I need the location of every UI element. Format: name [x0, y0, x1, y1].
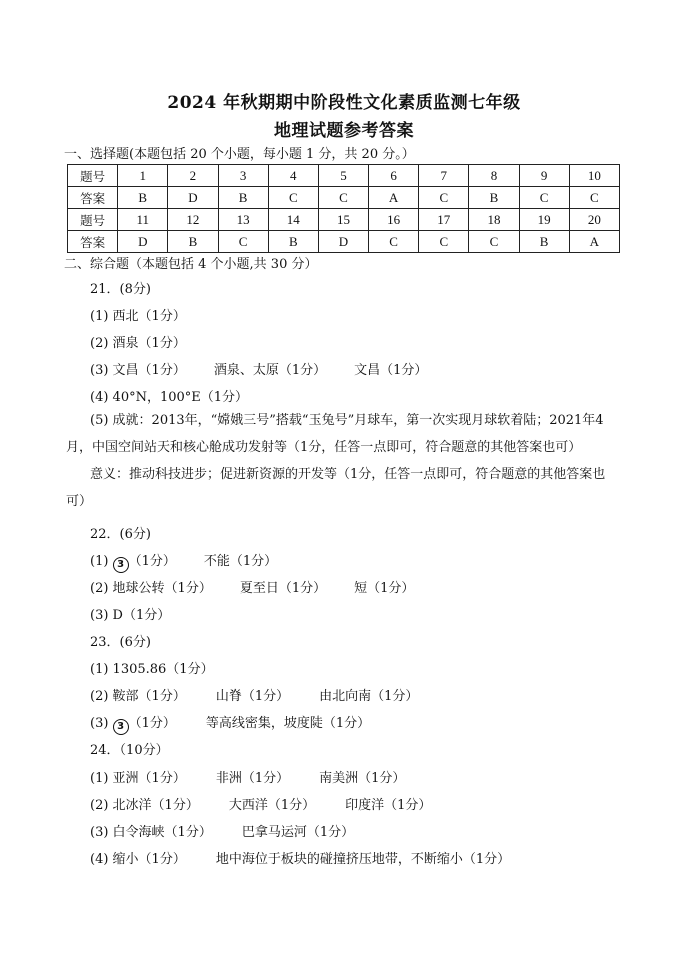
q24-answer-4a: (4) 缩小（1分）: [90, 852, 186, 867]
table-row: [68, 231, 620, 253]
question-number-cell: 11: [118, 209, 168, 231]
q21-answer-3c: 文昌（1分）: [354, 363, 428, 378]
q23-answer-2b: 山脊（1分）: [215, 689, 290, 704]
answer-cell: C: [369, 231, 419, 253]
q21-heading: 21．(8分): [90, 282, 151, 297]
answer-cell: A: [569, 231, 619, 253]
table-row: [68, 187, 620, 209]
answer-cell: B: [168, 231, 218, 253]
question-number-cell: 13: [218, 209, 268, 231]
answer-cell: D: [168, 187, 218, 209]
q22-answer-3: (3) D（1分）: [90, 608, 171, 623]
q22-answer-2b: 夏至日（1分）: [239, 581, 327, 596]
answer-cell: C: [419, 187, 469, 209]
q21-answer-3b: 酒泉、太原（1分）: [213, 363, 327, 378]
q24-answer-2a: (2) 北冰洋（1分）: [90, 798, 199, 813]
answer-cell: B: [519, 231, 569, 253]
q24-answer-4: [90, 848, 510, 867]
q24-heading: 24．（10分）: [90, 743, 169, 758]
answer-cell: C: [519, 187, 569, 209]
answer-cell: C: [469, 231, 519, 253]
question-number-cell: 16: [369, 209, 419, 231]
q22-answer-1: [90, 550, 277, 573]
question-number-cell: 8: [469, 165, 519, 187]
question-number-cell: 14: [268, 209, 318, 231]
multiple-choice-answer-table: [67, 164, 620, 253]
question-number-cell: 17: [419, 209, 469, 231]
q24-answer-1: [90, 767, 405, 786]
answer-cell: B: [469, 187, 519, 209]
row-label: 答案: [68, 187, 118, 209]
q22-answer-1b: 不能（1分）: [203, 554, 278, 569]
circled-number: 3: [113, 557, 129, 573]
answer-cell: A: [369, 187, 419, 209]
q23-answer-3: [90, 712, 370, 735]
answer-cell: C: [268, 187, 318, 209]
q23-answer-2a: (2) 鞍部（1分）: [90, 689, 186, 704]
q24-answer-4b: 地中海位于板块的碰撞挤压地带，不断缩小（1分）: [215, 852, 511, 867]
answer-cell: D: [118, 231, 168, 253]
q24-answer-2: [90, 794, 431, 813]
question-number-cell: 19: [519, 209, 569, 231]
question-number-cell: 6: [369, 165, 419, 187]
question-number-cell: 7: [419, 165, 469, 187]
question-number-cell: 12: [168, 209, 218, 231]
q24-answer-3b: 巴拿马运河（1分）: [241, 825, 355, 840]
q24-answer-1b: 非洲（1分）: [215, 771, 290, 786]
answer-cell: C: [569, 187, 619, 209]
circled-number: 3: [113, 719, 129, 735]
q22-answer-2a: (2) 地球公转（1分）: [90, 581, 212, 596]
q22-answer-1-prefix: (1): [90, 554, 109, 569]
q22-answer-2: [90, 577, 414, 596]
q22-heading: 22．(6分): [90, 527, 151, 542]
section-2-heading: 二、综合题（本题包括 4 个小题,共 30 分）: [64, 257, 318, 272]
answer-cell: C: [218, 231, 268, 253]
q21-answer-4: (4) 40°N，100°E（1分）: [90, 390, 249, 405]
q21-answer-3a: (3) 文昌（1分）: [90, 363, 186, 378]
answer-cell: C: [419, 231, 469, 253]
answer-cell: B: [218, 187, 268, 209]
question-number-cell: 3: [218, 165, 268, 187]
section-1-heading: 一、选择题(本题包括 20 个小题，每小题 1 分，共 20 分。）: [64, 147, 415, 162]
q23-heading: 23．(6分): [90, 635, 151, 650]
page-subtitle: 地理试题参考答案: [274, 121, 414, 141]
q21-answer-1: (1) 西北（1分）: [90, 309, 186, 324]
answer-cell: B: [118, 187, 168, 209]
answer-cell: D: [318, 231, 368, 253]
answer-cell: B: [268, 231, 318, 253]
q21-answer-5: (5) 成就：2013年，“嫦娥三号”搭载“玉兔号”月球车，第一次实现月球软着陆；2021年4月，中国空间站天和核心舱成功发射等（1分，任答一点即可，符合题意的其他答案也可）: [66, 413, 604, 455]
answer-cell: C: [318, 187, 368, 209]
q22-answer-2c: 短（1分）: [354, 581, 415, 596]
question-number-cell: 2: [168, 165, 218, 187]
q23-answer-2: [90, 685, 418, 704]
q24-answer-1a: (1) 亚洲（1分）: [90, 771, 186, 786]
q23-answer-1: (1) 1305.86（1分）: [90, 662, 214, 677]
q23-answer-2c: 由北向南（1分）: [319, 689, 419, 704]
q23-answer-3a: （1分）: [128, 716, 176, 731]
question-number-cell: 10: [569, 165, 619, 187]
question-number-cell: 20: [569, 209, 619, 231]
q21-answer-6: 意义：推动科技进步；促进新资源的开发等（1分，任答一点即可，符合题意的其他答案也可）: [66, 467, 606, 509]
row-label: 题号: [68, 209, 118, 231]
q24-answer-3: [90, 821, 354, 840]
question-number-cell: 1: [118, 165, 168, 187]
question-number-cell: 4: [268, 165, 318, 187]
question-number-cell: 15: [318, 209, 368, 231]
q24-answer-2b: 大西洋（1分）: [228, 798, 316, 813]
page-title: 2024 年秋期期中阶段性文化素质监测七年级: [167, 93, 521, 113]
question-number-cell: 5: [318, 165, 368, 187]
row-label: 题号: [68, 165, 118, 187]
q21-answer-3: [90, 359, 427, 378]
row-label: 答案: [68, 231, 118, 253]
q24-answer-1c: 南美洲（1分）: [319, 771, 406, 786]
question-number-cell: 9: [519, 165, 569, 187]
table-row: [68, 209, 620, 231]
q22-answer-1a: （1分）: [128, 554, 176, 569]
q21-answer-2: (2) 酒泉（1分）: [90, 336, 186, 351]
table-row: [68, 165, 620, 187]
q24-answer-3a: (3) 白令海峡（1分）: [90, 825, 212, 840]
question-number-cell: 18: [469, 209, 519, 231]
q24-answer-2c: 印度洋（1分）: [345, 798, 432, 813]
q23-answer-3-prefix: (3): [90, 716, 109, 731]
q23-answer-3b: 等高线密集，坡度陡（1分）: [205, 716, 371, 731]
